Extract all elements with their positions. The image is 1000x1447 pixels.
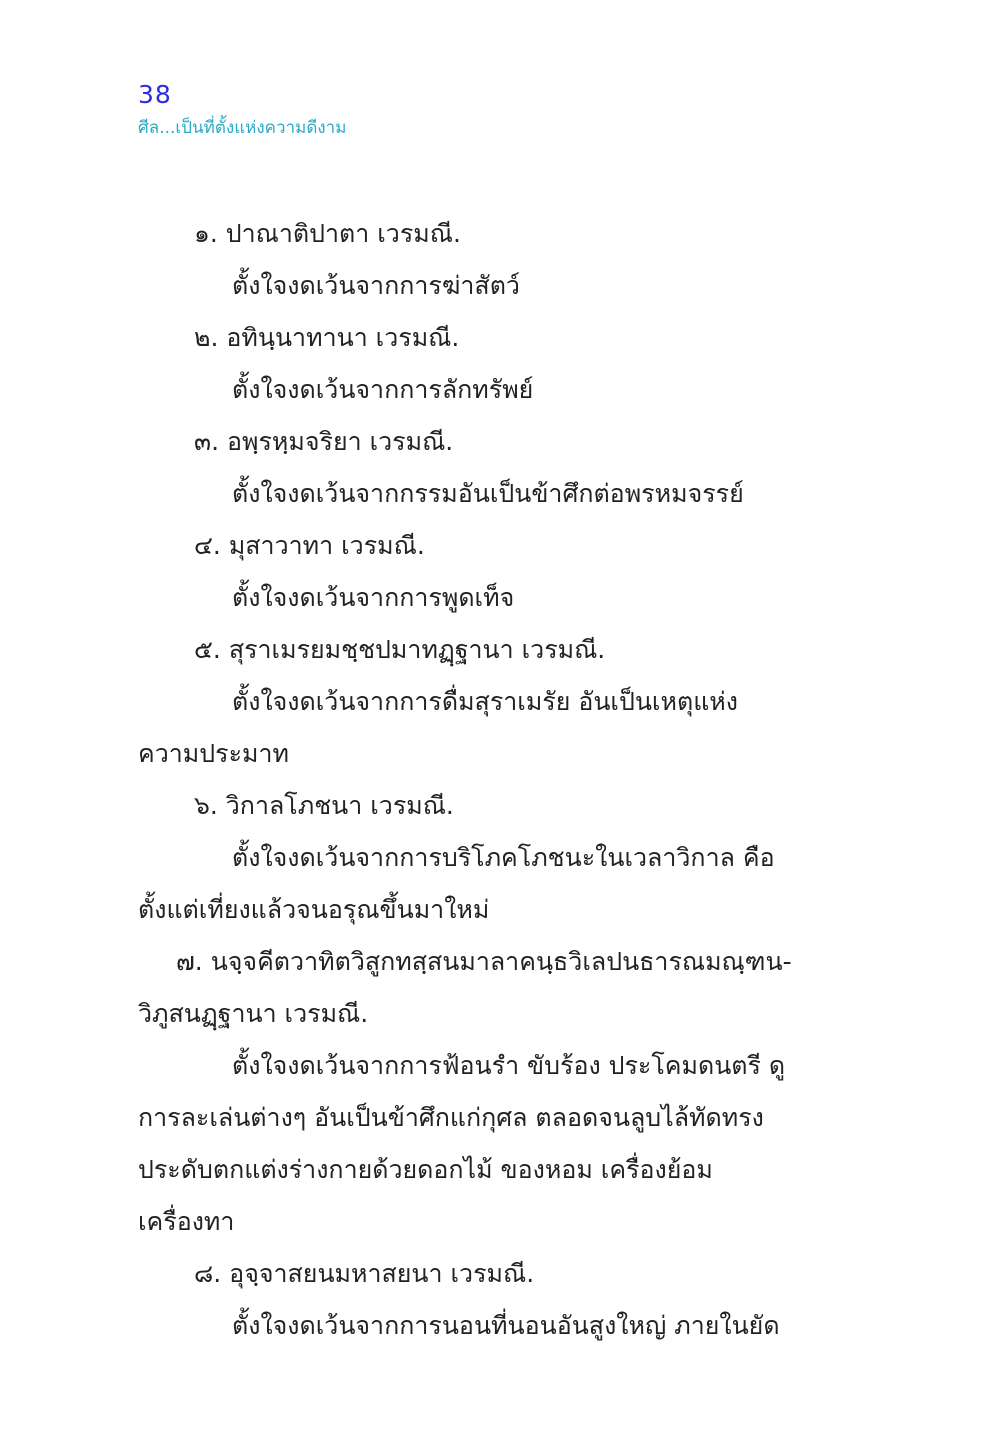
precept-7-meaning-cont-2: ประดับตกแต่งร่างกายด้วยดอกไม้ ของหอม เครื่องย้อม — [138, 1155, 713, 1184]
precept-6-meaning-cont: ตั้งแต่เที่ยงแล้วจนอรุณขึ้นมาใหม่ — [138, 895, 490, 924]
precept-1-heading: ๑. ปาณาติปาตา เวรมณี. — [194, 219, 461, 248]
precepts-text — [138, 208, 808, 1352]
page-header — [138, 78, 346, 142]
running-title: ศีล...เป็นที่ตั้งแห่งความดีงาม — [138, 118, 347, 138]
precept-8-heading: ๘. อุจฺจาสยนมหาสยนา เวรมณี. — [194, 1259, 535, 1288]
precept-4-heading: ๔. มุสาวาทา เวรมณี. — [194, 531, 425, 560]
precept-7-meaning-cont-1: การละเล่นต่างๆ อันเป็นข้าศึกแก่กุศล ตลอดจนลูบไล้ทัดทรง — [138, 1103, 764, 1132]
precept-3-heading: ๓. อพฺรหฺมจริยา เวรมณี. — [194, 427, 454, 456]
precept-7-heading: ๗. นจฺจคีตวาทิตวิสูกทสฺสนมาลาคนฺธวิเลปนธารณมณฺฑน- — [176, 947, 792, 976]
precept-2-meaning: ตั้งใจงดเว้นจากการลักทรัพย์ — [232, 375, 534, 404]
precept-6-meaning: ตั้งใจงดเว้นจากการบริโภคโภชนะในเวลาวิกาล คือ — [232, 843, 775, 872]
precept-7-heading-cont: วิภูสนฏฺฐานา เวรมณี. — [138, 999, 369, 1028]
precept-8-meaning: ตั้งใจงดเว้นจากการนอนที่นอนอันสูงใหญ่ ภายในยัด — [232, 1311, 780, 1340]
precept-5-meaning-cont: ความประมาท — [138, 739, 290, 768]
page-number: 38 — [138, 80, 172, 109]
precept-3-meaning: ตั้งใจงดเว้นจากกรรมอันเป็นข้าศึกต่อพรหมจรรย์ — [232, 479, 744, 508]
precept-7-meaning-cont-3: เครื่องทา — [138, 1207, 235, 1236]
precept-2-heading: ๒. อทินฺนาทานา เวรมณี. — [194, 323, 460, 352]
precept-4-meaning: ตั้งใจงดเว้นจากการพูดเท็จ — [232, 583, 515, 612]
precept-1-meaning: ตั้งใจงดเว้นจากการฆ่าสัตว์ — [232, 271, 520, 300]
precept-5-meaning: ตั้งใจงดเว้นจากการดื่มสุราเมรัย อันเป็นเหตุแห่ง — [232, 687, 738, 716]
precept-6-heading: ๖. วิกาลโภชนา เวรมณี. — [194, 791, 454, 820]
precept-7-meaning: ตั้งใจงดเว้นจากการฟ้อนรำ ขับร้อง ประโคมดนตรี ดู — [232, 1051, 786, 1080]
precept-5-heading: ๕. สุราเมรยมชฺชปมาทฏฺฐานา เวรมณี. — [194, 635, 606, 664]
